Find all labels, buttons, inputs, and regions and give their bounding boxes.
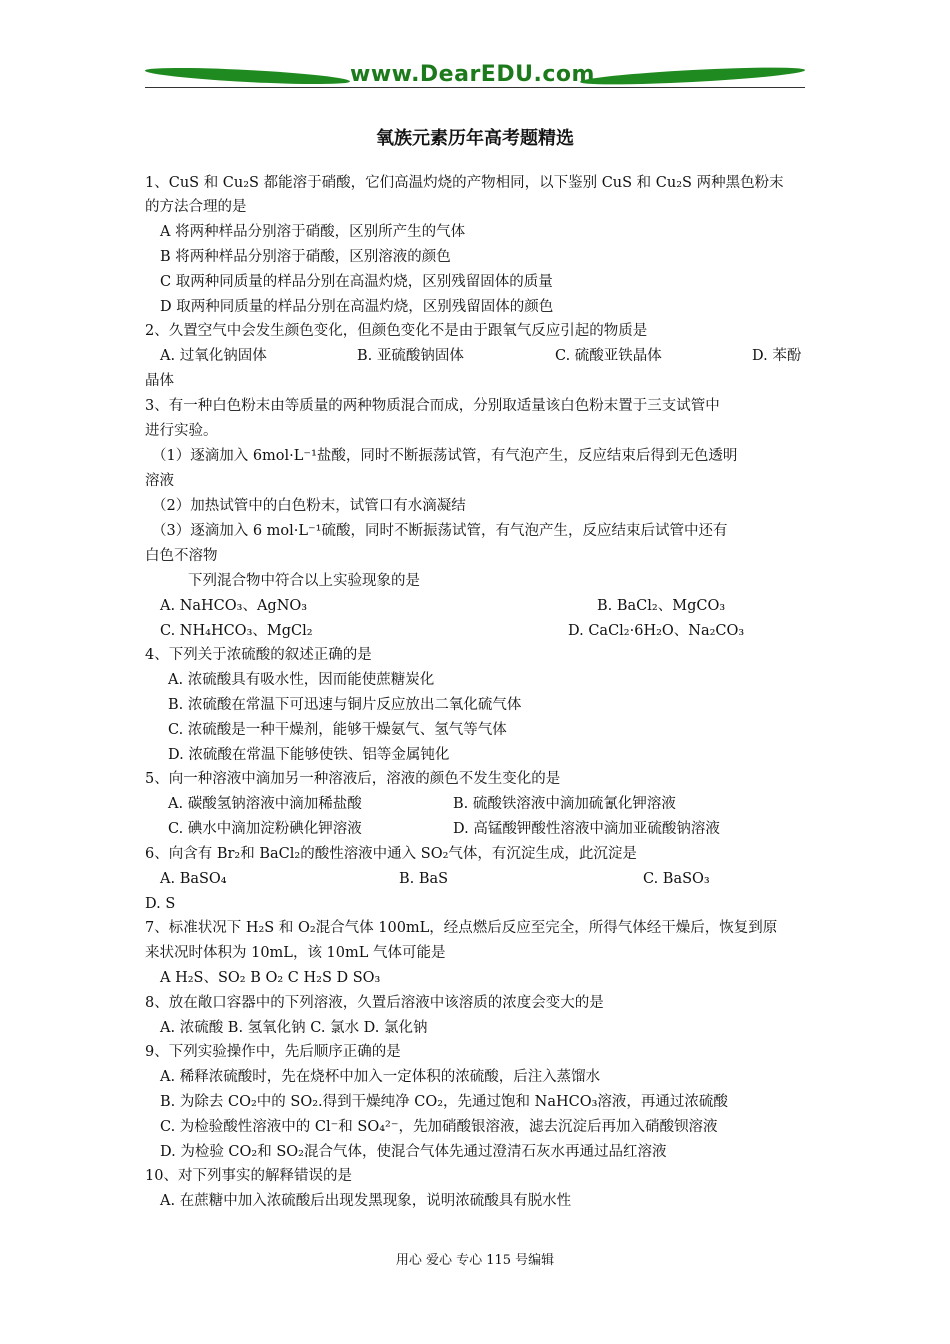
q2-stem: 2、久置空气中会发生颜色变化，但颜色变化不是由于跟氧气反应引起的物质是 bbox=[145, 323, 648, 339]
q4-option-c: C. 浓硫酸是一种干燥剂，能够干燥氨气、氢气等气体 bbox=[168, 722, 507, 738]
q9-option-c: C. 为检验酸性溶液中的 Cl⁻和 SO₄²⁻，先加硝酸银溶液，滤去沉淀后再加入硝酸钡溶液 bbox=[160, 1119, 718, 1135]
q10-stem: 10、对下列事实的解释错误的是 bbox=[145, 1168, 352, 1184]
q8-options: A. 浓硫酸 B. 氢氧化钠 C. 氯水 D. 氯化钠 bbox=[160, 1020, 428, 1036]
q7-stem: 7、标准状况下 H₂S 和 O₂混合气体 100mL，经点燃后反应至完全，所得气体经干燥后，恢复到原 bbox=[145, 920, 778, 936]
q5-option-a: A. 碳酸氢钠溶液中滴加稀盐酸 bbox=[168, 796, 362, 812]
q3-option-c: C. NH₄HCO₃、MgCl₂ bbox=[160, 623, 313, 639]
header-rule bbox=[145, 87, 805, 88]
q1-option-a: A 将两种样品分别溶于硝酸，区别所产生的气体 bbox=[160, 224, 466, 240]
q9-option-d: D. 为检验 CO₂和 SO₂混合气体，使混合气体先通过澄清石灰水再通过品红溶液 bbox=[160, 1144, 667, 1160]
q2-option-c: C. 硫酸亚铁晶体 bbox=[555, 348, 662, 364]
q3-stem: 3、有一种白色粉末由等质量的两种物质混合而成，分别取适量该白色粉末置于三支试管中 bbox=[145, 398, 720, 414]
q5-option-d: D. 高锰酸钾酸性溶液中滴加亚硫酸钠溶液 bbox=[453, 821, 720, 837]
q2-option-b: B. 亚硫酸钠固体 bbox=[357, 348, 464, 364]
q3-ask: 下列混合物中符合以上实验现象的是 bbox=[188, 573, 420, 589]
page-title: 氧族元素历年高考题精选 bbox=[376, 128, 574, 149]
q3-option-a: A. NaHCO₃、AgNO₃ bbox=[160, 598, 308, 614]
q9-stem: 9、下列实验操作中，先后顺序正确的是 bbox=[145, 1044, 401, 1060]
q3-step-2: （2）加热试管中的白色粉末，试管口有水滴凝结 bbox=[152, 498, 466, 514]
q1-option-d: D 取两种同质量的样品分别在高温灼烧，区别残留固体的颜色 bbox=[160, 299, 554, 315]
q4-option-b: B. 浓硫酸在常温下可迅速与铜片反应放出二氧化硫气体 bbox=[168, 697, 522, 713]
q1-stem: 1、CuS 和 Cu₂S 都能溶于硝酸，它们高温灼烧的产物相同，以下鉴别 CuS 和 Cu₂S 两种黑色粉末 bbox=[145, 175, 784, 191]
q5-option-b: B. 硫酸铁溶液中滴加硫氰化钾溶液 bbox=[453, 796, 676, 812]
q7-stem-cont: 来状况时体积为 10mL，该 10mL 气体可能是 bbox=[145, 945, 446, 961]
q5-option-c: C. 碘水中滴加淀粉碘化钾溶液 bbox=[168, 821, 362, 837]
q4-option-a: A. 浓硫酸具有吸水性，因而能使蔗糖炭化 bbox=[168, 672, 435, 688]
q6-option-b: B. BaS bbox=[399, 871, 449, 887]
q3-option-d: D. CaCl₂·6H₂O、Na₂CO₃ bbox=[568, 623, 745, 639]
q3-option-b: B. BaCl₂、MgCO₃ bbox=[597, 598, 726, 614]
header-banner bbox=[145, 60, 805, 96]
q1-option-c: C 取两种同质量的样品分别在高温灼烧，区别残留固体的质量 bbox=[160, 274, 553, 290]
q3-step-3: （3）逐滴加入 6 mol·L⁻¹硫酸，同时不断振荡试管，有气泡产生，反应结束后试管中还有 bbox=[152, 523, 728, 539]
left-leaf-decoration bbox=[145, 65, 350, 88]
q7-options: A H₂S、SO₂ B O₂ C H₂S D SO₃ bbox=[160, 970, 381, 986]
q3-step-1-cont: 溶液 bbox=[145, 473, 174, 489]
page-footer: 用心 爱心 专心 115 号编辑 bbox=[395, 1253, 555, 1268]
q2-option-d: D. 苯酚 bbox=[752, 348, 802, 364]
q8-stem: 8、放在敞口容器中的下列溶液，久置后溶液中该溶质的浓度会变大的是 bbox=[145, 995, 604, 1011]
q4-stem: 4、下列关于浓硫酸的叙述正确的是 bbox=[145, 647, 372, 663]
q4-option-d: D. 浓硫酸在常温下能够使铁、铝等金属钝化 bbox=[168, 747, 450, 763]
q1-stem-cont: 的方法合理的是 bbox=[145, 199, 247, 215]
q10-option-a: A. 在蔗糖中加入浓硫酸后出现发黑现象，说明浓硫酸具有脱水性 bbox=[160, 1193, 572, 1209]
q9-option-a: A. 稀释浓硫酸时，先在烧杯中加入一定体积的浓硫酸，后注入蒸馏水 bbox=[160, 1069, 601, 1085]
right-leaf-decoration bbox=[580, 64, 805, 88]
q9-option-b: B. 为除去 CO₂中的 SO₂.得到干燥纯净 CO₂，先通过饱和 NaHCO₃溶液，再通过浓硫酸 bbox=[160, 1094, 728, 1110]
q6-option-a: A. BaSO₄ bbox=[160, 871, 227, 887]
q5-stem: 5、向一种溶液中滴加另一种溶液后，溶液的颜色不发生变化的是 bbox=[145, 771, 561, 787]
q2-option-d-cont: 晶体 bbox=[145, 373, 174, 389]
q3-step-1: （1）逐滴加入 6mol·L⁻¹盐酸，同时不断振荡试管，有气泡产生，反应结束后得到无色透明 bbox=[152, 448, 738, 464]
q3-stem-cont: 进行实验。 bbox=[145, 423, 218, 439]
q2-option-a: A. 过氧化钠固体 bbox=[160, 348, 267, 364]
q6-option-c: C. BaSO₃ bbox=[643, 871, 710, 887]
q6-stem: 6、向含有 Br₂和 BaCl₂的酸性溶液中通入 SO₂气体，有沉淀生成，此沉淀是 bbox=[145, 846, 637, 862]
q6-option-d: D. S bbox=[145, 896, 176, 912]
q3-step-3-cont: 白色不溶物 bbox=[145, 548, 218, 564]
site-logo[interactable]: www.DearEDU.com bbox=[350, 62, 595, 87]
q1-option-b: B 将两种样品分别溶于硝酸，区别溶液的颜色 bbox=[160, 249, 451, 265]
